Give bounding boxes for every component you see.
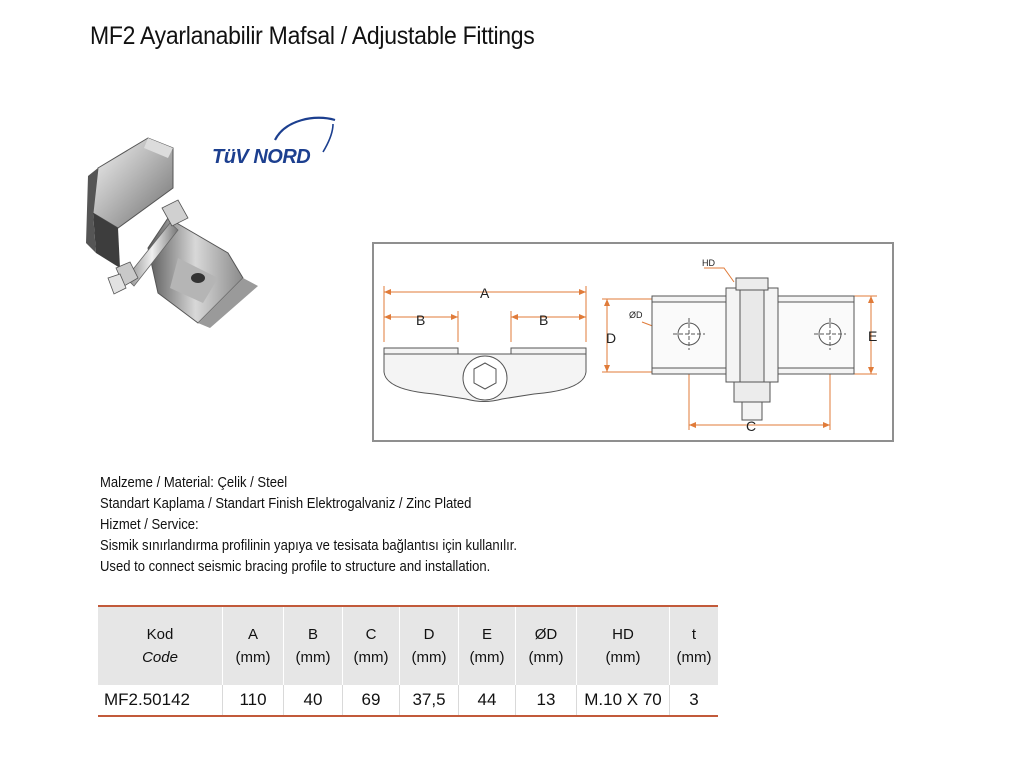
label-b-right: B	[539, 312, 549, 328]
header-code	[98, 606, 223, 685]
label-hd: HD	[702, 258, 715, 268]
table-header-row	[98, 606, 718, 685]
table-row	[98, 685, 718, 716]
description	[100, 473, 517, 578]
cell-hd: M.10 X 70	[577, 685, 670, 716]
header-d: D (mm)	[400, 606, 459, 685]
header-c: C (mm)	[343, 606, 400, 685]
cell-d: 37,5	[400, 685, 459, 716]
header-a: A (mm)	[223, 606, 284, 685]
finish-line: Standart Kaplama / Standart Finish Elektrogalvaniz / Zinc Plated	[100, 496, 472, 512]
label-b-left: B	[416, 312, 426, 328]
page-title: MF2 Ayarlanabilir Mafsal / Adjustable Fittings	[90, 22, 535, 50]
cell-code: MF2.50142	[98, 685, 223, 716]
label-d: D	[606, 330, 617, 346]
cell-od: 13	[516, 685, 577, 716]
label-a: A	[480, 285, 490, 301]
header-hd: HD (mm)	[577, 606, 670, 685]
technical-drawing	[372, 242, 894, 442]
header-code-tr: Kod	[146, 626, 174, 643]
header-od: ØD (mm)	[516, 606, 577, 685]
cell-c: 69	[343, 685, 400, 716]
cell-t: 3	[670, 685, 719, 716]
tuv-nord-logo-text: TüV NORD	[212, 146, 311, 168]
header-b: B (mm)	[284, 606, 343, 685]
cell-a: 110	[223, 685, 284, 716]
label-od: ØD	[629, 310, 643, 320]
label-e: E	[868, 328, 878, 344]
material-line: Malzeme / Material: Çelik / Steel	[100, 475, 288, 491]
header-e: E (mm)	[459, 606, 516, 685]
service-en-line: Used to connect seismic bracing profile to structure and installation.	[100, 559, 491, 575]
cell-b: 40	[284, 685, 343, 716]
header-t: t (mm)	[670, 606, 719, 685]
service-heading: Hizmet / Service:	[100, 517, 199, 533]
service-tr-line: Sismik sınırlandırma profilinin yapıya ve tesisata bağlantısı için kullanılır.	[100, 538, 518, 554]
cell-e: 44	[459, 685, 516, 716]
label-c: C	[746, 418, 757, 434]
spec-table	[98, 605, 718, 717]
header-code-en: Code	[142, 649, 178, 666]
